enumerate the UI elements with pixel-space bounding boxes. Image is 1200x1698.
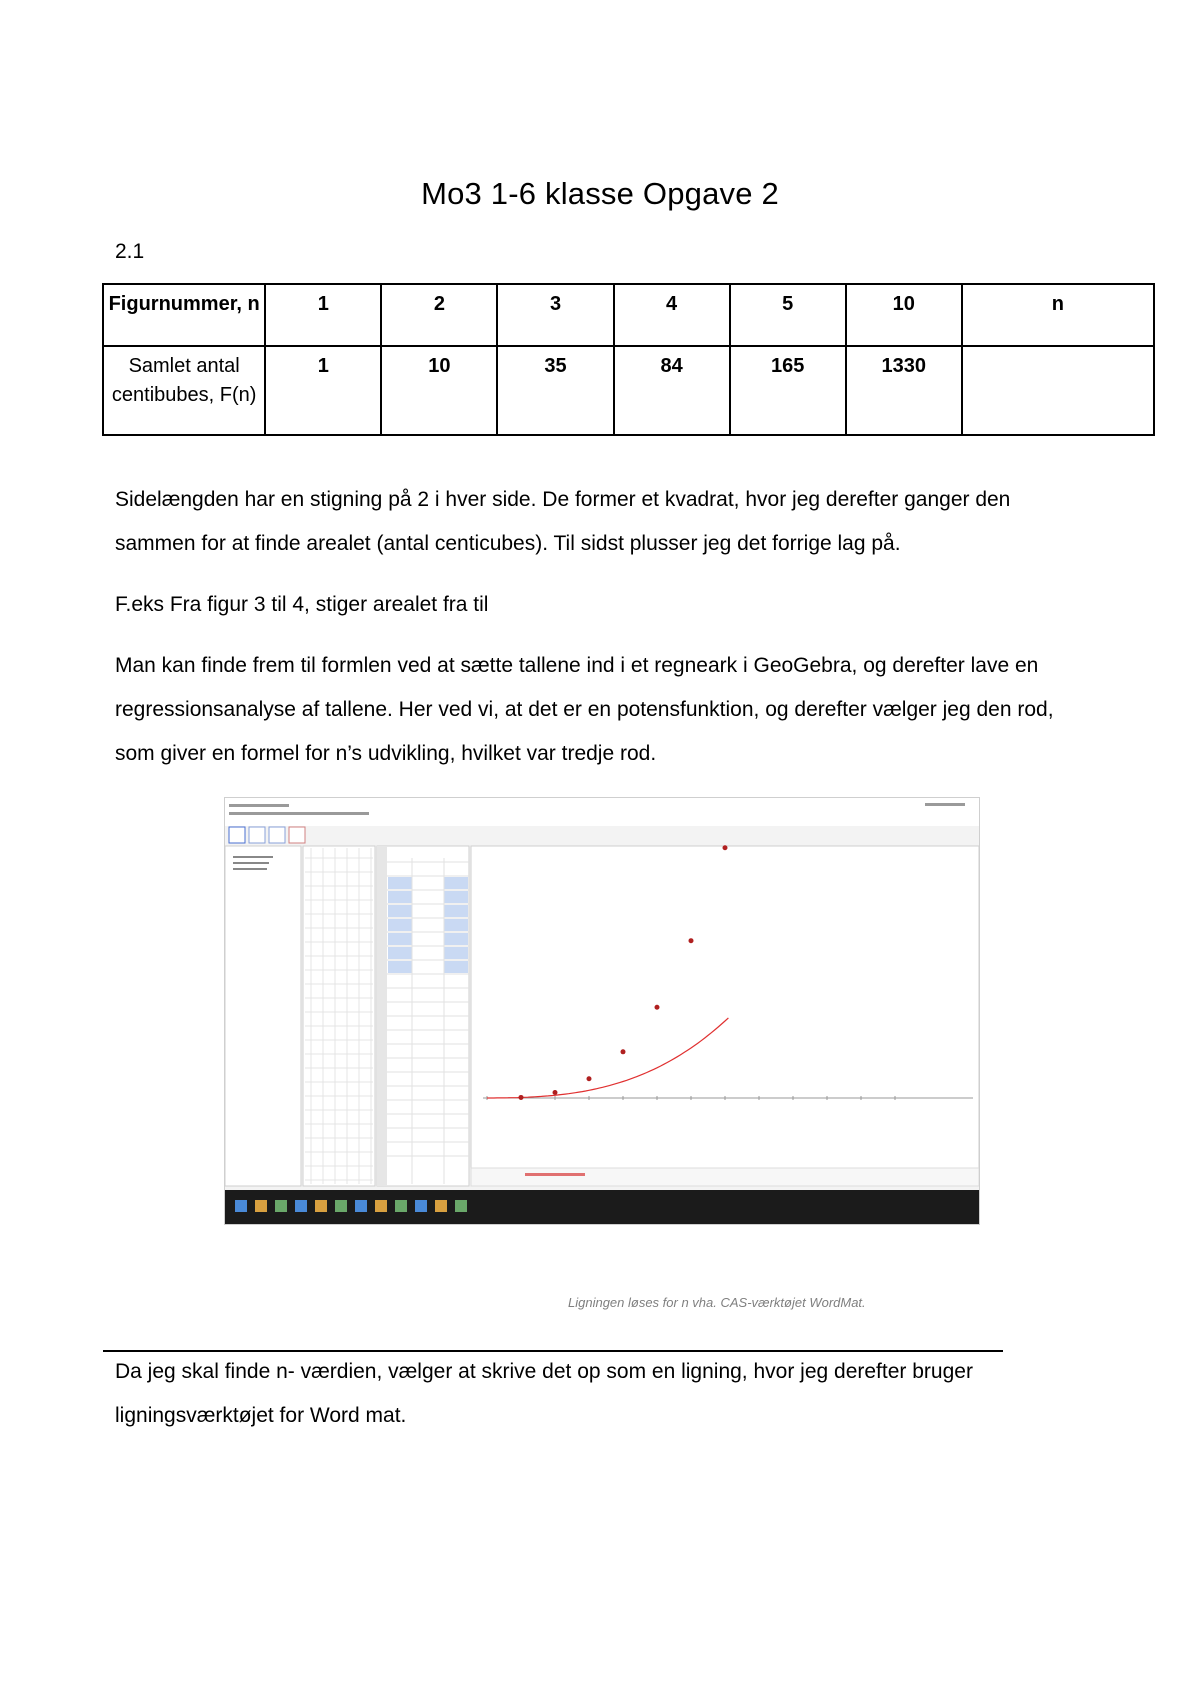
- taskbar-app-icon: [415, 1200, 427, 1212]
- tool-icon: [229, 827, 245, 843]
- data-point: [553, 1090, 558, 1095]
- taskbar-app-icon: [335, 1200, 347, 1212]
- taskbar-app-icon: [355, 1200, 367, 1212]
- geogebra-screenshot: [224, 797, 980, 1225]
- table-cell: 35: [497, 346, 613, 435]
- taskbar-app-icon: [315, 1200, 327, 1212]
- data-point: [655, 1005, 660, 1010]
- taskbar-app-icon: [275, 1200, 287, 1212]
- data-point: [723, 845, 728, 850]
- table-cell: 4: [614, 284, 730, 346]
- taskbar-app-icon: [395, 1200, 407, 1212]
- tool-icon: [269, 827, 285, 843]
- paragraph: Man kan finde frem til formlen ved at sætte tallene ind i et regneark i GeoGebra, og derefter lave en regressionsanalyse af tallene. Her ved vi, at det er en potensfunktion, og derefter vælger jeg den rod, som giver en formel for n’s udvikling, hvilket var tredje rod.: [115, 654, 1054, 765]
- tool-icon: [249, 827, 265, 843]
- table-cell: 10: [381, 346, 497, 435]
- geogebra-screenshot-graphic: [225, 798, 980, 1225]
- section-number: 2.1: [115, 240, 145, 263]
- taskbar-app-icon: [375, 1200, 387, 1212]
- taskbar-app-icon: [235, 1200, 247, 1212]
- table-cell: 2: [381, 284, 497, 346]
- page-title: Mo3 1-6 klasse Opgave 2: [421, 176, 779, 211]
- table-cell: 1330: [846, 346, 962, 435]
- table-row: [103, 346, 1154, 435]
- table-cell: 1: [265, 346, 381, 435]
- data-point: [519, 1095, 524, 1100]
- taskbar-app-icon: [455, 1200, 467, 1212]
- data-point: [587, 1076, 592, 1081]
- table-cell: n: [962, 284, 1154, 346]
- table-cell: 5: [730, 284, 846, 346]
- taskbar-app-icon: [255, 1200, 267, 1212]
- table-cell: 1: [265, 284, 381, 346]
- table-cell: 10: [846, 284, 962, 346]
- table-cell: 3: [497, 284, 613, 346]
- table-cell: Samlet antal centibubes, F(n): [103, 346, 265, 435]
- figure-table: [102, 283, 1155, 436]
- paragraph: Sidelængden har en stigning på 2 i hver side. De former et kvadrat, hvor jeg derefter ganger den sammen for at finde arealet (antal centicubes). Til sidst plusser jeg det forrige lag på.: [115, 488, 1011, 555]
- taskbar-app-icon: [295, 1200, 307, 1212]
- table-cell: Figurnummer, n: [103, 284, 265, 346]
- table-cell: 84: [614, 346, 730, 435]
- table-cell: 165: [730, 346, 846, 435]
- table-row: [103, 284, 1154, 346]
- data-point: [689, 938, 694, 943]
- tool-icon: [289, 827, 305, 843]
- taskbar-app-icon: [435, 1200, 447, 1212]
- paragraph: Da jeg skal finde n- værdien, vælger at skrive det op som en ligning, hvor jeg derefter bruger ligningsværktøjet for Word mat.: [115, 1360, 973, 1427]
- data-point: [621, 1049, 626, 1054]
- image-caption: Ligningen løses for n vha. CAS-værktøjet WordMat.: [568, 1295, 866, 1310]
- table-cell: [962, 346, 1154, 435]
- paragraph: F.eks Fra figur 3 til 4, stiger arealet fra til: [115, 593, 489, 616]
